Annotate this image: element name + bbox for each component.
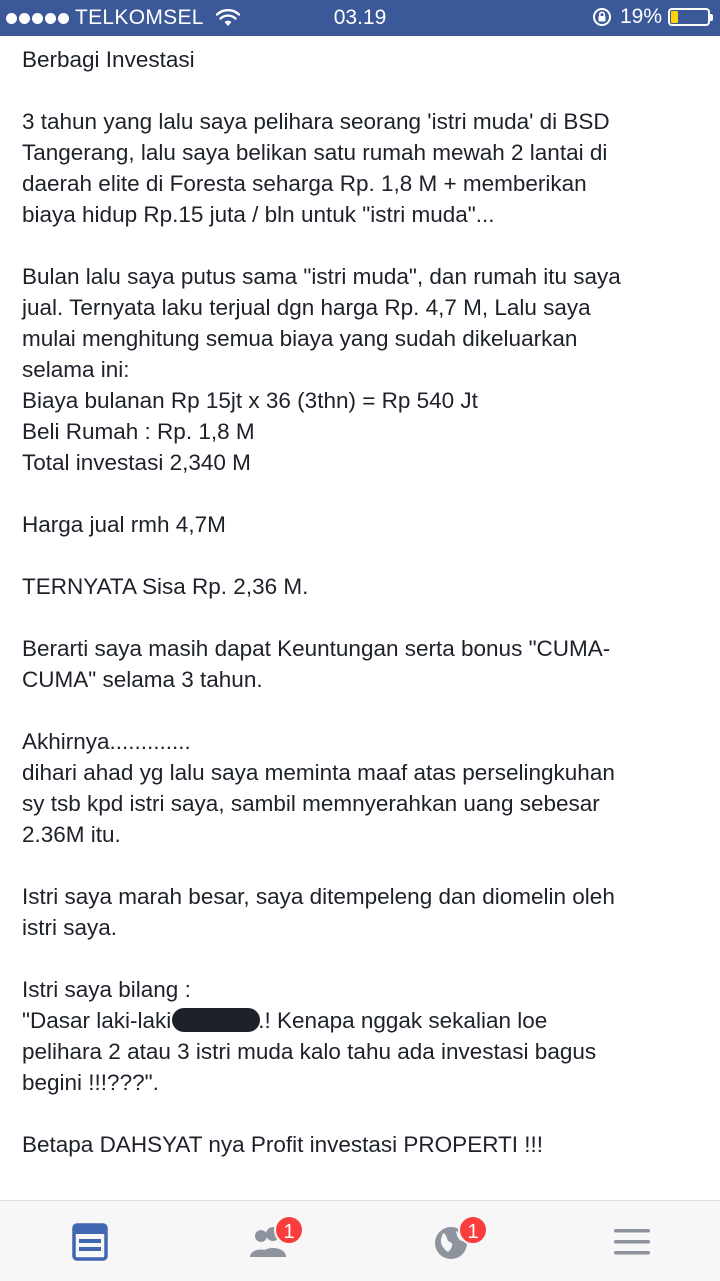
- status-bar: [0, 0, 720, 36]
- blank-line: [22, 478, 702, 509]
- blank-line: [22, 602, 702, 633]
- post-body: [22, 44, 702, 1160]
- post-text-line: selama ini:: [22, 357, 130, 382]
- post-text-line: Betapa DAHSYAT nya Profit investasi PROPERTI !!!: [22, 1132, 544, 1157]
- post-text-line: Beli Rumah : Rp. 1,8 M: [22, 419, 255, 444]
- tab-friend-requests[interactable]: [246, 1219, 295, 1265]
- post-text-line: sy tsb kpd istri saya, sambil memnyerahkan uang sebesar: [22, 791, 600, 816]
- post-text-line: daerah elite di Foresta seharga Rp. 1,8 M + memberikan: [22, 171, 587, 196]
- blank-line: [22, 540, 702, 571]
- post-text-line: begini !!!???".: [22, 1070, 159, 1095]
- blank-line: [22, 695, 702, 726]
- post-text-line: Tangerang, lalu saya belikan satu rumah mewah 2 lantai di: [22, 140, 608, 165]
- post-text-line: pelihara 2 atau 3 istri muda kalo tahu ada investasi bagus: [22, 1039, 597, 1064]
- post-text-line: jual. Ternyata laku terjual dgn harga Rp. 4,7 M, Lalu saya: [22, 295, 591, 320]
- blank-line: [22, 230, 702, 261]
- redacted-line-prefix: "Dasar laki-laki: [22, 1008, 172, 1033]
- post-text-line: mulai menghitung semua biaya yang sudah dikeluarkan: [22, 326, 578, 351]
- battery-icon: [668, 8, 710, 26]
- post-text-line: TERNYATA Sisa Rp. 2,36 M.: [22, 574, 309, 599]
- redacted-line-suffix: .! Kenapa nggak sekalian loe: [258, 1008, 548, 1033]
- bottom-tab-bar: [0, 1200, 720, 1281]
- rotation-lock-icon: [592, 7, 612, 27]
- post-text-line: Berarti saya masih dapat Keuntungan serta bonus "CUMA-: [22, 636, 611, 661]
- post-text-line-redacted: [22, 1005, 702, 1036]
- post-text-line: 2.36M itu.: [22, 822, 121, 847]
- post-text-line: biaya hidup Rp.15 juta / bln untuk "istri muda"...: [22, 202, 495, 227]
- tab-news-feed[interactable]: [68, 1219, 114, 1265]
- post-text-line: Biaya bulanan Rp 15jt x 36 (3thn) = Rp 540 Jt: [22, 388, 478, 413]
- post-text-line: Istri saya marah besar, saya ditempeleng dan diomelin oleh: [22, 884, 615, 909]
- hamburger-menu-icon: [610, 1219, 656, 1265]
- battery-level-fill: [671, 11, 678, 23]
- post-text-line: Harga jual rmh 4,7M: [22, 512, 226, 537]
- post-text-line: Istri saya bilang :: [22, 977, 191, 1002]
- notifications-badge: 1: [458, 1215, 488, 1245]
- post-text-line: Berbagi Investasi: [22, 47, 195, 72]
- blank-line: [22, 850, 702, 881]
- post-text-line: istri saya.: [22, 915, 118, 940]
- blank-line: [22, 75, 702, 106]
- friend-requests-badge: 1: [274, 1215, 304, 1245]
- blank-line: [22, 943, 702, 974]
- post-text-line: 3 tahun yang lalu saya pelihara seorang 'istri muda' di BSD: [22, 109, 610, 134]
- clock: 03.19: [333, 6, 387, 29]
- post-text-line: dihari ahad yg lalu saya meminta maaf atas perselingkuhan: [22, 760, 615, 785]
- blank-line: [22, 1098, 702, 1129]
- post-text-line: Akhirnya.............: [22, 729, 191, 754]
- battery-percentage: 19%: [619, 5, 662, 28]
- post-text-line: CUMA" selama 3 tahun.: [22, 667, 263, 692]
- tab-menu[interactable]: [610, 1219, 656, 1265]
- carrier-name: TELKOMSEL: [75, 6, 204, 29]
- redaction-blot: [172, 1008, 260, 1032]
- status-right: [592, 5, 710, 29]
- tab-notifications[interactable]: [430, 1219, 479, 1265]
- post-text-line: Bulan lalu saya putus sama "istri muda", dan rumah itu saya: [22, 264, 621, 289]
- news-feed-icon: [68, 1219, 114, 1265]
- post-text-line: Total investasi 2,340 M: [22, 450, 251, 475]
